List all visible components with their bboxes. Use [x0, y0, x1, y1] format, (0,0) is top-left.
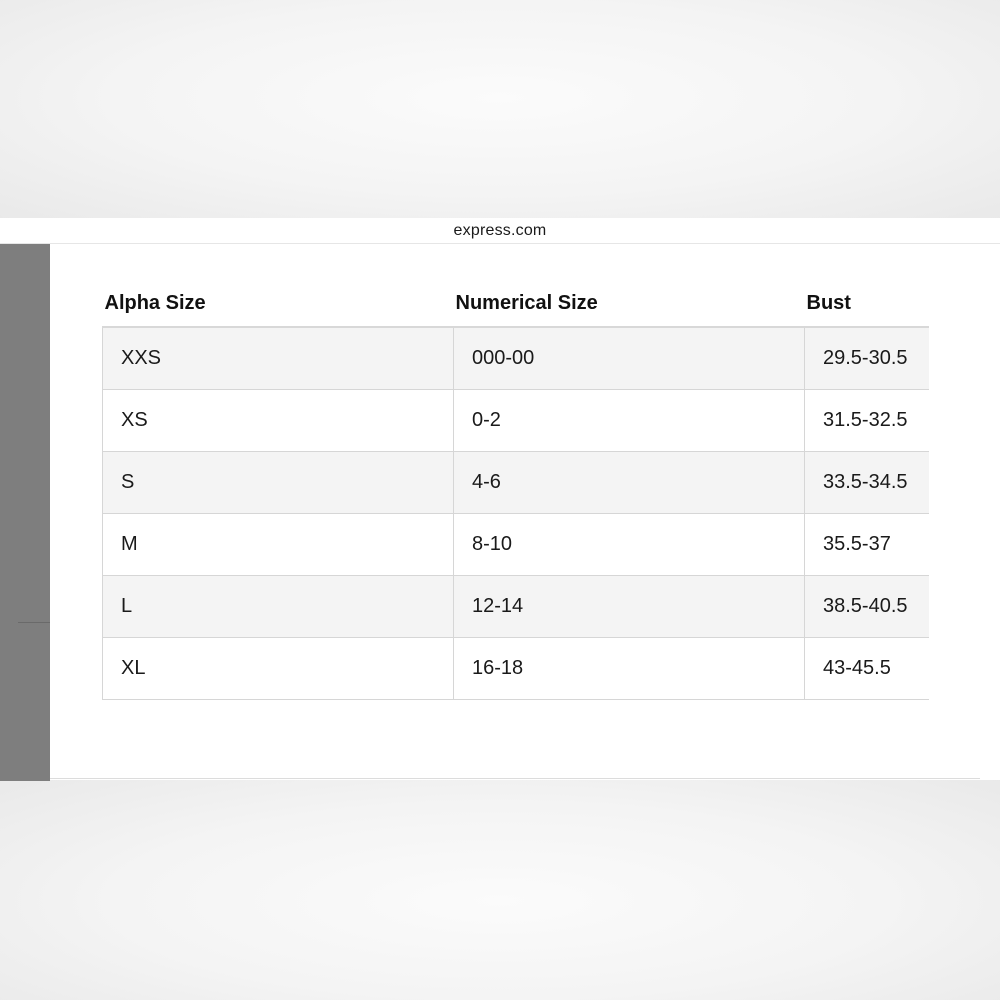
numerical-size-cell: 0-2	[454, 389, 805, 451]
numerical-size-cell: 16-18	[454, 637, 805, 699]
header-bust: Bust	[805, 280, 930, 327]
table-row	[103, 327, 930, 389]
address-bar[interactable]	[0, 218, 1000, 244]
alpha-size-cell: S	[103, 451, 454, 513]
bust-cell: 29.5-30.5	[805, 327, 930, 389]
left-panel-divider	[18, 622, 50, 623]
numerical-size-cell: 12-14	[454, 575, 805, 637]
bust-cell: 35.5-37	[805, 513, 930, 575]
table-row	[103, 389, 930, 451]
header-alpha-size: Alpha Size	[103, 280, 454, 327]
bust-cell: 33.5-34.5	[805, 451, 930, 513]
bust-cell: 43-45.5	[805, 637, 930, 699]
table-row	[103, 451, 930, 513]
page-divider	[50, 778, 980, 779]
table-row	[103, 637, 930, 699]
bust-cell: 38.5-40.5	[805, 575, 930, 637]
numerical-size-cell: 4-6	[454, 451, 805, 513]
alpha-size-cell: XXS	[103, 327, 454, 389]
numerical-size-cell: 8-10	[454, 513, 805, 575]
size-chart-container[interactable]	[102, 280, 929, 710]
left-gray-panel	[0, 244, 50, 781]
background-top	[0, 0, 1000, 218]
bust-cell: 31.5-32.5	[805, 389, 930, 451]
header-numerical-size: Numerical Size	[454, 280, 805, 327]
alpha-size-cell: XS	[103, 389, 454, 451]
alpha-size-cell: M	[103, 513, 454, 575]
table-header-row	[103, 280, 930, 327]
alpha-size-cell: XL	[103, 637, 454, 699]
background-bottom	[0, 780, 1000, 1000]
size-chart-table	[102, 280, 929, 700]
table-row	[103, 513, 930, 575]
url-text: express.com	[453, 222, 547, 239]
alpha-size-cell: L	[103, 575, 454, 637]
numerical-size-cell: 000-00	[454, 327, 805, 389]
table-row	[103, 575, 930, 637]
